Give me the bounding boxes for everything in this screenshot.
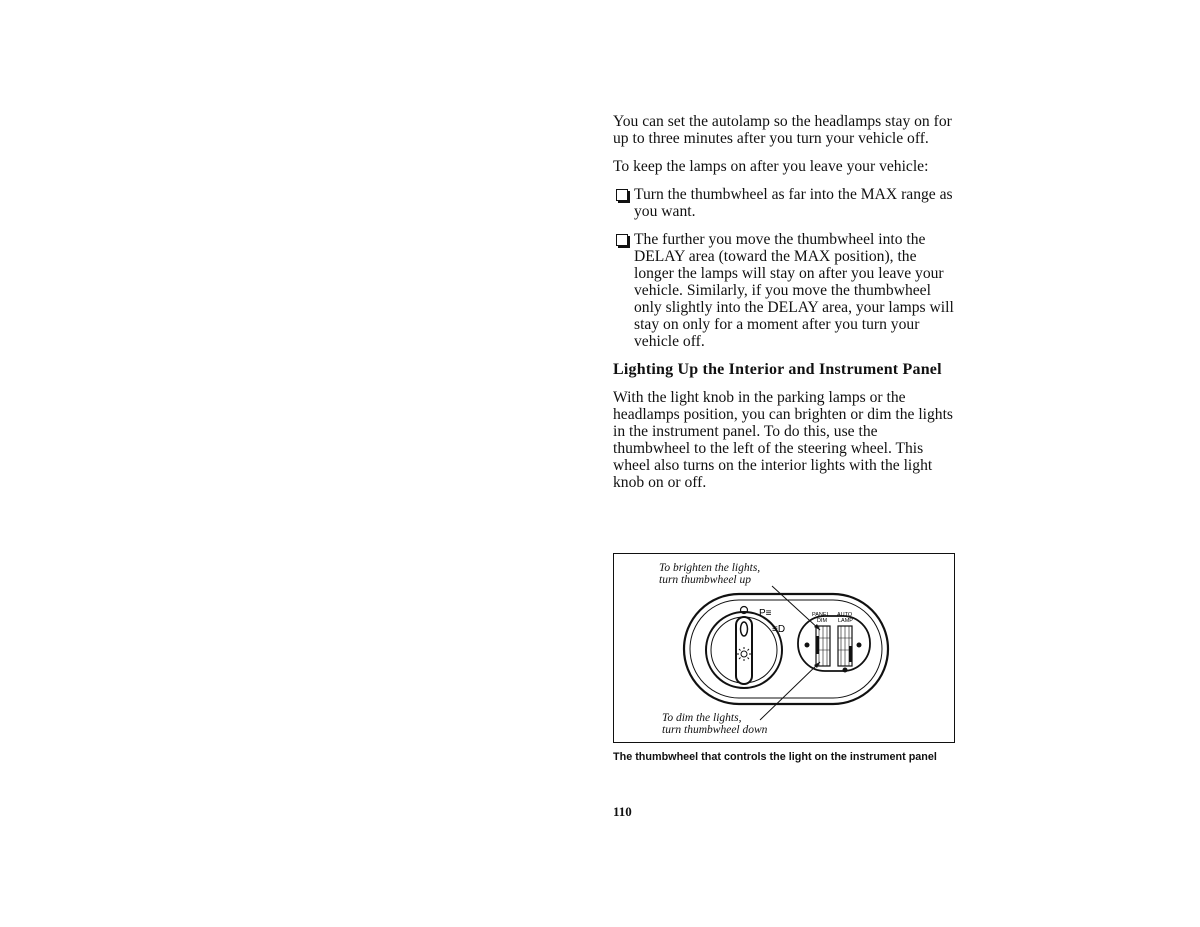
lamp-label: LAMP: [838, 618, 853, 624]
callout-line: turn thumbwheel up: [659, 574, 751, 586]
right-indicator-dot: [857, 643, 862, 648]
checkbox-bullet-icon: [616, 234, 628, 246]
bullet-text: The further you move the thumbwheel into the DELAY area (toward the MAX position), the longer the lamps will stay on after you leave your vehicle. Similarly, if you move the thumbwheel only slightly into the DELAY area, your lamps will stay on only for a moment after you turn your vehicle off.: [634, 231, 954, 350]
parking-lamp-icon: P≡: [759, 608, 772, 619]
figure-caption: The thumbwheel that controls the light on the instrument panel: [613, 751, 937, 763]
keep-lamps-on-paragraph: To keep the lamps on after you leave your vehicle:: [613, 158, 929, 175]
light-switch-diagram: [614, 554, 954, 742]
bullet-item: [613, 231, 958, 350]
headlamp-icon: ≡D: [772, 624, 786, 635]
section-body-paragraph: With the light knob in the parking lamps or the headlamps position, you can brighten or dim the lights in the instrument panel. To do this, use the thumbwheel to the left of the steering wheel. This wheel also turns on the interior lights with the light knob on or off.: [613, 389, 953, 491]
checkbox-bullet-icon: [616, 189, 628, 201]
callout-line: To brighten the lights,: [659, 562, 761, 574]
left-indicator-dot: [805, 643, 810, 648]
bullet-text: Turn the thumbwheel as far into the MAX range as you want.: [634, 186, 953, 220]
panel-label: PANEL: [812, 612, 830, 618]
page-number: 110: [613, 804, 632, 819]
auto-label: AUTO: [837, 612, 853, 618]
callout-line: turn thumbwheel down: [662, 724, 768, 736]
callout-line: To dim the lights,: [662, 712, 742, 724]
thumbwheel-figure: [613, 553, 955, 743]
bullet-item: [613, 186, 958, 220]
bottom-indicator-dot: [843, 668, 848, 673]
text-column: [613, 113, 958, 502]
autolamp-thumbwheel: [838, 626, 852, 666]
dim-label: DIM: [817, 618, 828, 624]
panel-dim-thumbwheel: [816, 626, 830, 666]
section-heading: Lighting Up the Interior and Instrument Panel: [613, 361, 942, 378]
autolamp-intro-paragraph: You can set the autolamp so the headlamps stay on for up to three minutes after you turn your vehicle off.: [613, 113, 952, 147]
